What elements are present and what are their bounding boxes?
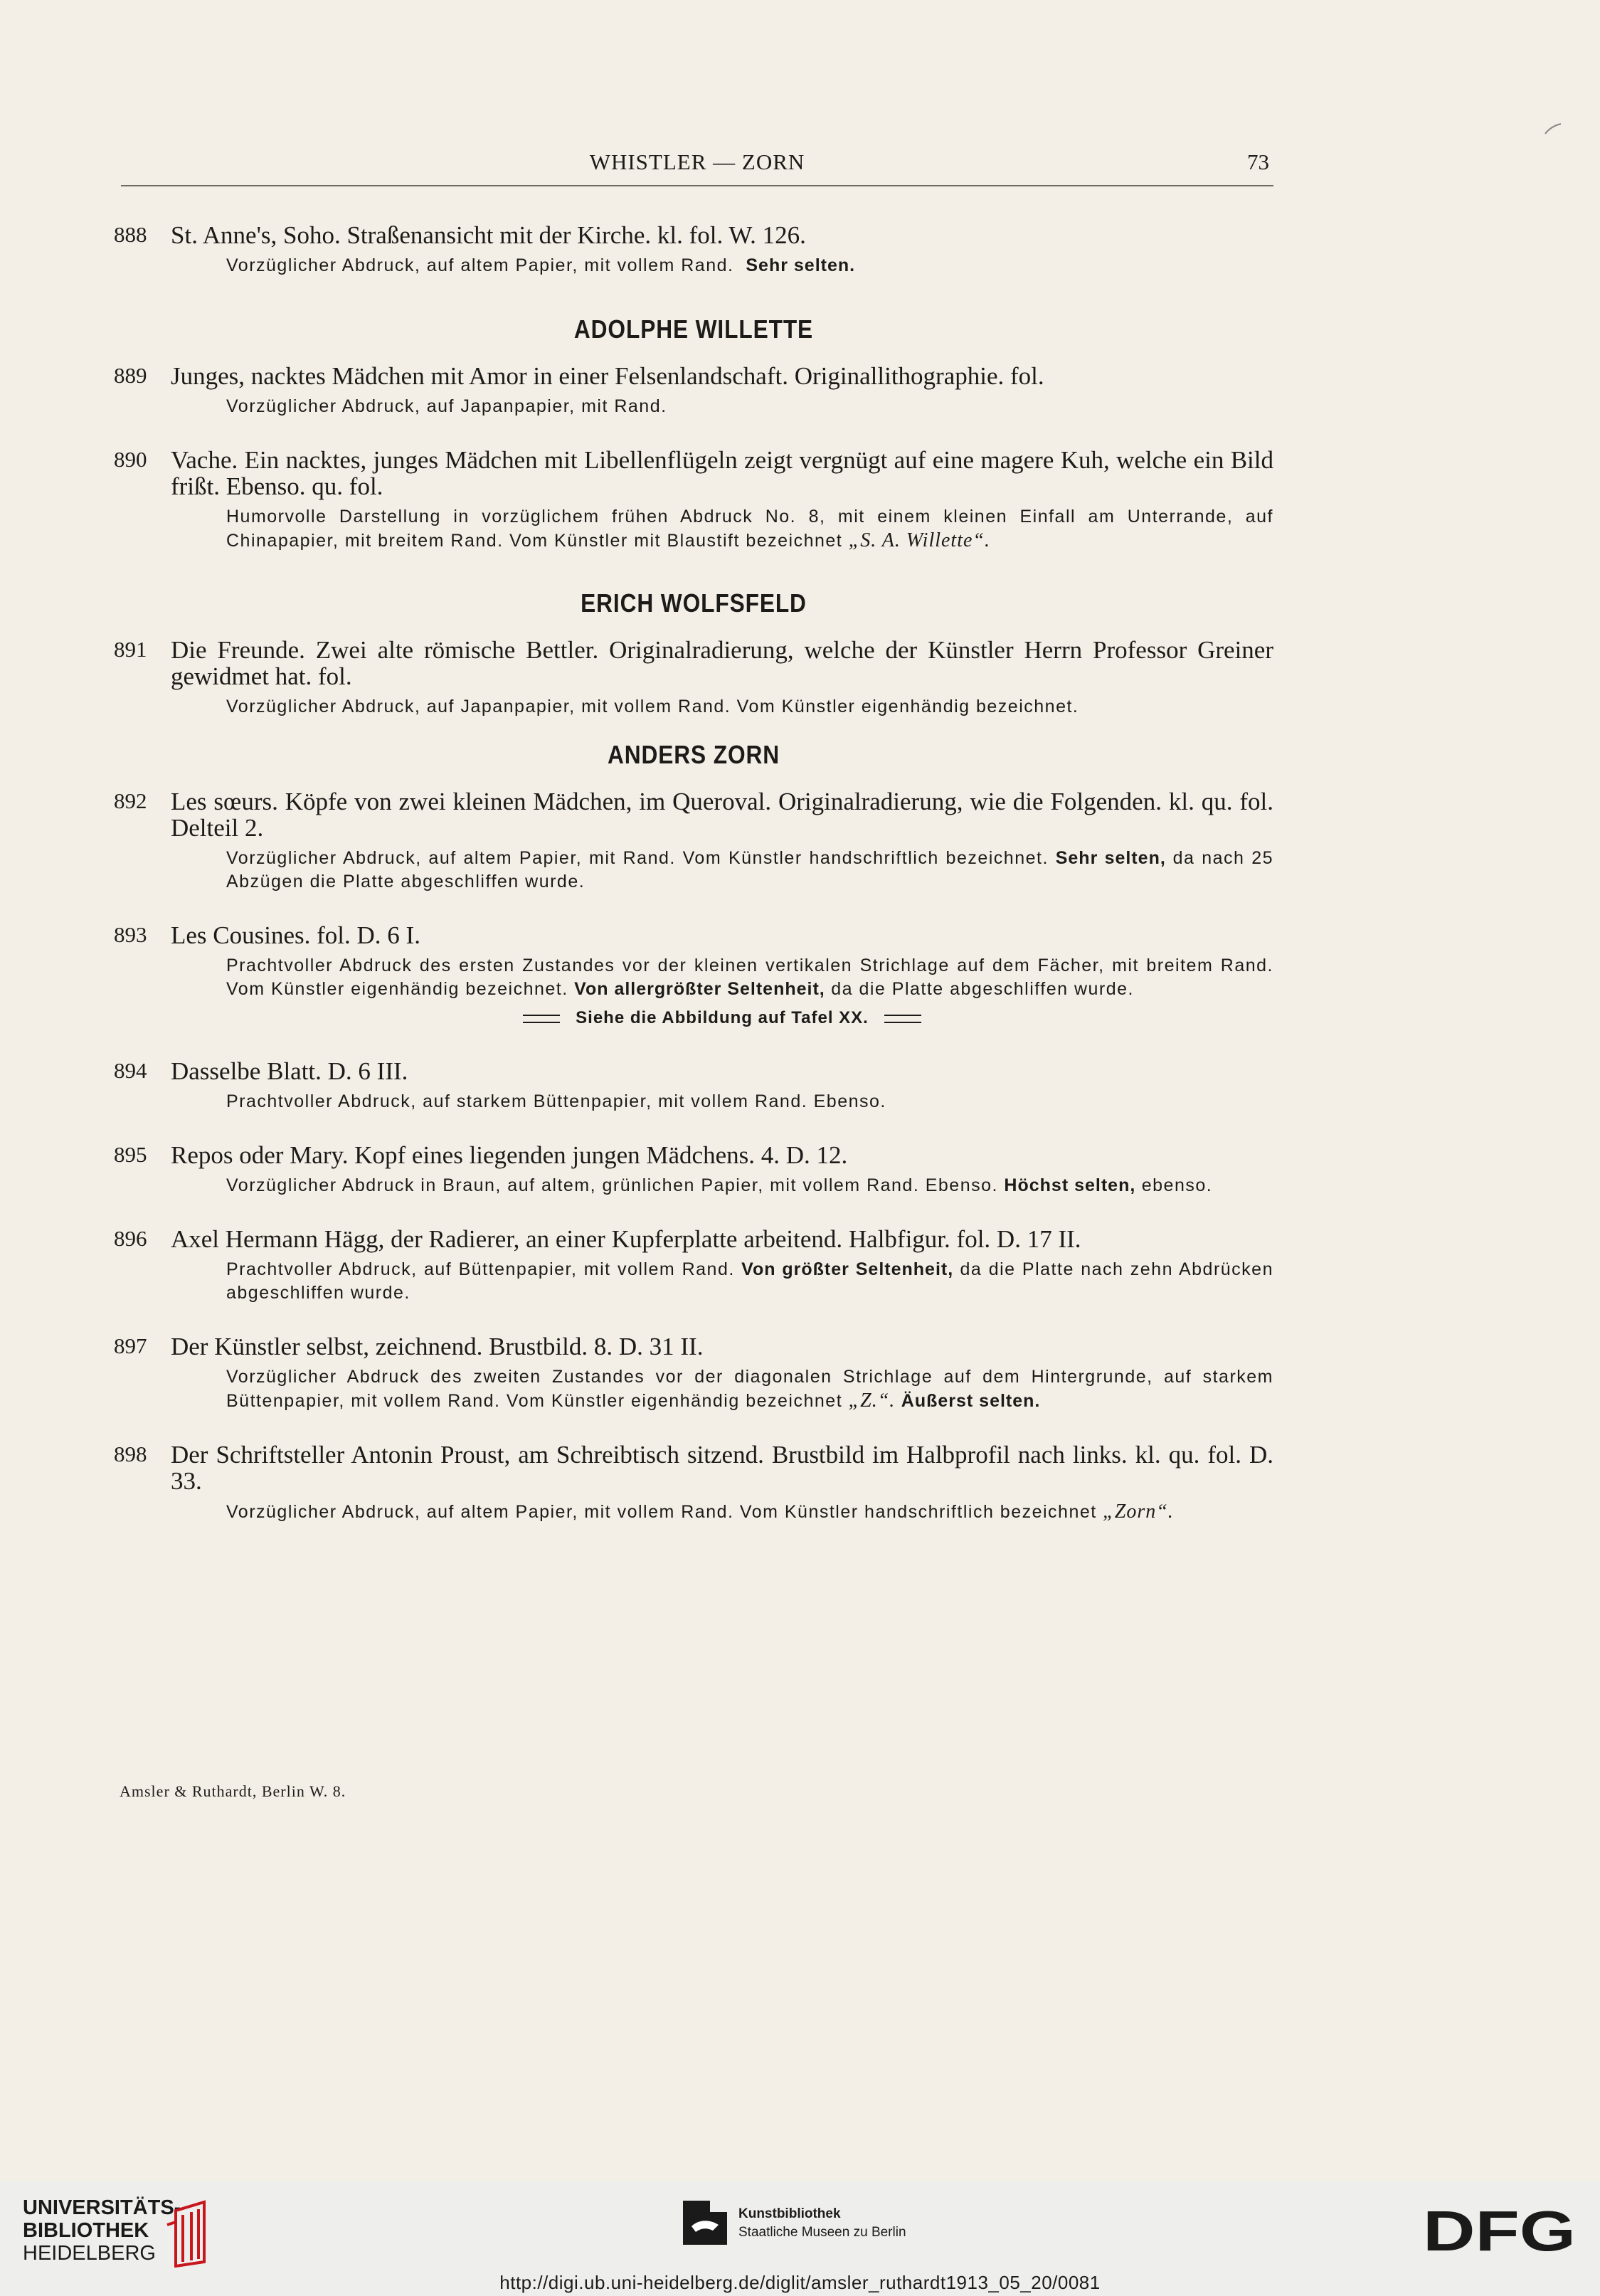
entry-title: Junges, nacktes Mädchen mit Amor in einer Felsenlandschaft. Originallithographie. fol. [171, 362, 1044, 390]
ub-line-1: UNIVERSITÄTS- [23, 2196, 181, 2219]
entry-number: 892 [114, 788, 147, 813]
svg-text:DFG: DFG [1423, 2206, 1576, 2256]
entry-title: St. Anne's, Soho. Straßenansicht mit der Kirche. kl. fol. W. 126. [171, 221, 806, 249]
entry-title: Vache. Ein nacktes, junges Mädchen mit Libellenflügeln zeigt vergnügt auf eine magere Kuh, welche ein Bild frißt. Ebenso. qu. fol. [171, 446, 1273, 500]
entry-897 [114, 1333, 1273, 1413]
entry-number: 888 [114, 222, 147, 247]
entry-note: Prachtvoller Abdruck, auf Büttenpapier, mit vollem Rand. Von größter Seltenheit, da die Platte nach zehn Abdrücken abgeschliffen wurde. [226, 1259, 1273, 1303]
ub-line-2: BIBLIOTHEK [23, 2219, 149, 2242]
entry-893 [114, 922, 1273, 1028]
entry-note: Prachtvoller Abdruck des ersten Zustandes vor der kleinen vertikalen Strichlage auf dem Fächer, mit breitem Rand. Vom Künstler eigenhändig bezeichnet. Von allergrößter Seltenheit, da die Platte abgeschliffen wurde. [226, 956, 1273, 999]
running-head-title: WHISTLER — ZORN [589, 149, 805, 174]
entry-888 [114, 222, 1273, 277]
printer-imprint: Amsler & Ruthardt, Berlin W. 8. [120, 1782, 346, 1800]
rarity-note: Äußerst selten. [901, 1391, 1041, 1411]
signature-note: „Z.“. [848, 1390, 896, 1412]
entry-892 [114, 788, 1273, 894]
entry-title: Les sœurs. Köpfe von zwei kleinen Mädchen, im Queroval. Originalradierung, wie die Folgenden. kl. qu. fol. Delteil 2. [171, 788, 1273, 842]
rarity-note: Sehr selten. [746, 255, 856, 275]
see-plate-reference: Siehe die Abbildung auf Tafel XX. [171, 1008, 1273, 1028]
library-column-icon [161, 2196, 218, 2268]
permalink-url[interactable]: http://digi.ub.uni-heidelberg.de/diglit/amsler_ruthardt1913_05_20/0081 [499, 2272, 1101, 2293]
artist-heading: ADOLPHE WILLETTE [573, 314, 814, 344]
entry-title: Der Schriftsteller Antonin Proust, am Schreibtisch sitzend. Brustbild im Halbprofil nach links. kl. qu. fol. D. 33. [171, 1441, 1273, 1495]
entry-891 [114, 637, 1273, 719]
kunstbibliothek-logo[interactable] [682, 2199, 906, 2250]
entry-title: Dasselbe Blatt. D. 6 III. [171, 1057, 408, 1085]
kunstbibliothek-eagle-icon [682, 2199, 729, 2246]
entry-number: 895 [114, 1142, 147, 1167]
entry-note: Prachtvoller Abdruck, auf starkem Büttenpapier, mit vollem Rand. Ebenso. [226, 1091, 886, 1111]
entry-number: 889 [114, 363, 147, 388]
rarity-note: Von größter Seltenheit, [741, 1259, 954, 1279]
signature-note: „S. A. Willette“. [848, 529, 990, 551]
entry-note: Vorzüglicher Abdruck, auf altem Papier, mit vollem Rand. Sehr selten. [226, 255, 856, 275]
rarity-note: Von allergrößter Seltenheit, [574, 979, 825, 999]
entry-note: Vorzüglicher Abdruck des zweiten Zustandes vor der diagonalen Strichlage auf dem Hintergrunde, auf starkem Büttenpapier, mit vollem Rand. Vom Künstler eigenhändig bezeichnet „Z.“. Äußerst selten. [226, 1367, 1273, 1412]
running-head [121, 149, 1273, 186]
entry-894 [114, 1058, 1273, 1113]
entry-890 [114, 447, 1273, 553]
entry-title: Axel Hermann Hägg, der Radierer, an einer Kupferplatte arbeitend. Halbfigur. fol. D. 17 II. [171, 1225, 1081, 1253]
entry-title: Die Freunde. Zwei alte römische Bettler. Originalradierung, welche der Künstler Herrn Professor Greiner gewidmet hat. fol. [171, 636, 1273, 690]
page-number: 73 [1247, 149, 1269, 174]
entry-note: Vorzüglicher Abdruck, auf altem Papier, mit vollem Rand. Vom Künstler handschriftlich bezeichnet „Zorn“. [226, 1501, 1174, 1523]
rarity-note: Sehr selten, [1055, 848, 1166, 868]
entry-number: 890 [114, 447, 147, 472]
entry-title: Repos oder Mary. Kopf eines liegenden jungen Mädchens. 4. D. 12. [171, 1141, 848, 1169]
catalog-entries [114, 222, 1273, 1524]
entry-number: 891 [114, 637, 147, 662]
entry-889 [114, 363, 1273, 418]
entry-title: Der Künstler selbst, zeichnend. Brustbild. 8. D. 31 II. [171, 1333, 704, 1360]
artist-heading: ANDERS ZORN [607, 740, 780, 769]
artist-heading: ERICH WOLFSFELD [581, 588, 807, 618]
entry-number: 898 [114, 1441, 147, 1466]
pencil-mark-icon [1544, 122, 1562, 137]
entry-note: Vorzüglicher Abdruck, auf Japanpapier, mit Rand. [226, 396, 667, 416]
entry-895 [114, 1142, 1273, 1197]
kb-line-1: Kunstbibliothek [738, 2206, 841, 2221]
kb-line-2: Staatliche Museen zu Berlin [738, 2225, 906, 2240]
entry-number: 897 [114, 1333, 147, 1358]
ub-heidelberg-logo[interactable] [23, 2196, 181, 2265]
signature-note: „Zorn“. [1103, 1501, 1174, 1523]
entry-898 [114, 1441, 1273, 1524]
entry-number: 894 [114, 1058, 147, 1083]
entry-896 [114, 1226, 1273, 1305]
entry-number: 896 [114, 1226, 147, 1251]
rarity-note: Höchst selten, [1004, 1175, 1136, 1195]
entry-note: Vorzüglicher Abdruck in Braun, auf altem, grünlichen Papier, mit vollem Rand. Ebenso. Höchst selten, ebenso. [226, 1175, 1213, 1195]
entry-note: Vorzüglicher Abdruck, auf Japanpapier, mit vollem Rand. Vom Künstler eigenhändig bezeichnet. [226, 697, 1079, 716]
entry-note: Humorvolle Darstellung in vorzüglichem frühen Abdruck No. 8, mit einem kleinen Einfall am Unterrande, auf Chinapapier, mit breitem Rand. Vom Künstler mit Blaustift bezeichnet „S. A. Willette“. [226, 507, 1273, 551]
ub-line-3: HEIDELBERG [23, 2242, 156, 2265]
entry-note: Vorzüglicher Abdruck, auf altem Papier, mit Rand. Vom Künstler handschriftlich bezeichnet. Sehr selten, da nach 25 Abzügen die Platte abgeschliffen wurde. [226, 848, 1273, 892]
dfg-logo[interactable] [1423, 2206, 1579, 2256]
entry-title: Les Cousines. fol. D. 6 I. [171, 921, 420, 949]
entry-number: 893 [114, 922, 147, 947]
digitization-footer [0, 2181, 1600, 2296]
